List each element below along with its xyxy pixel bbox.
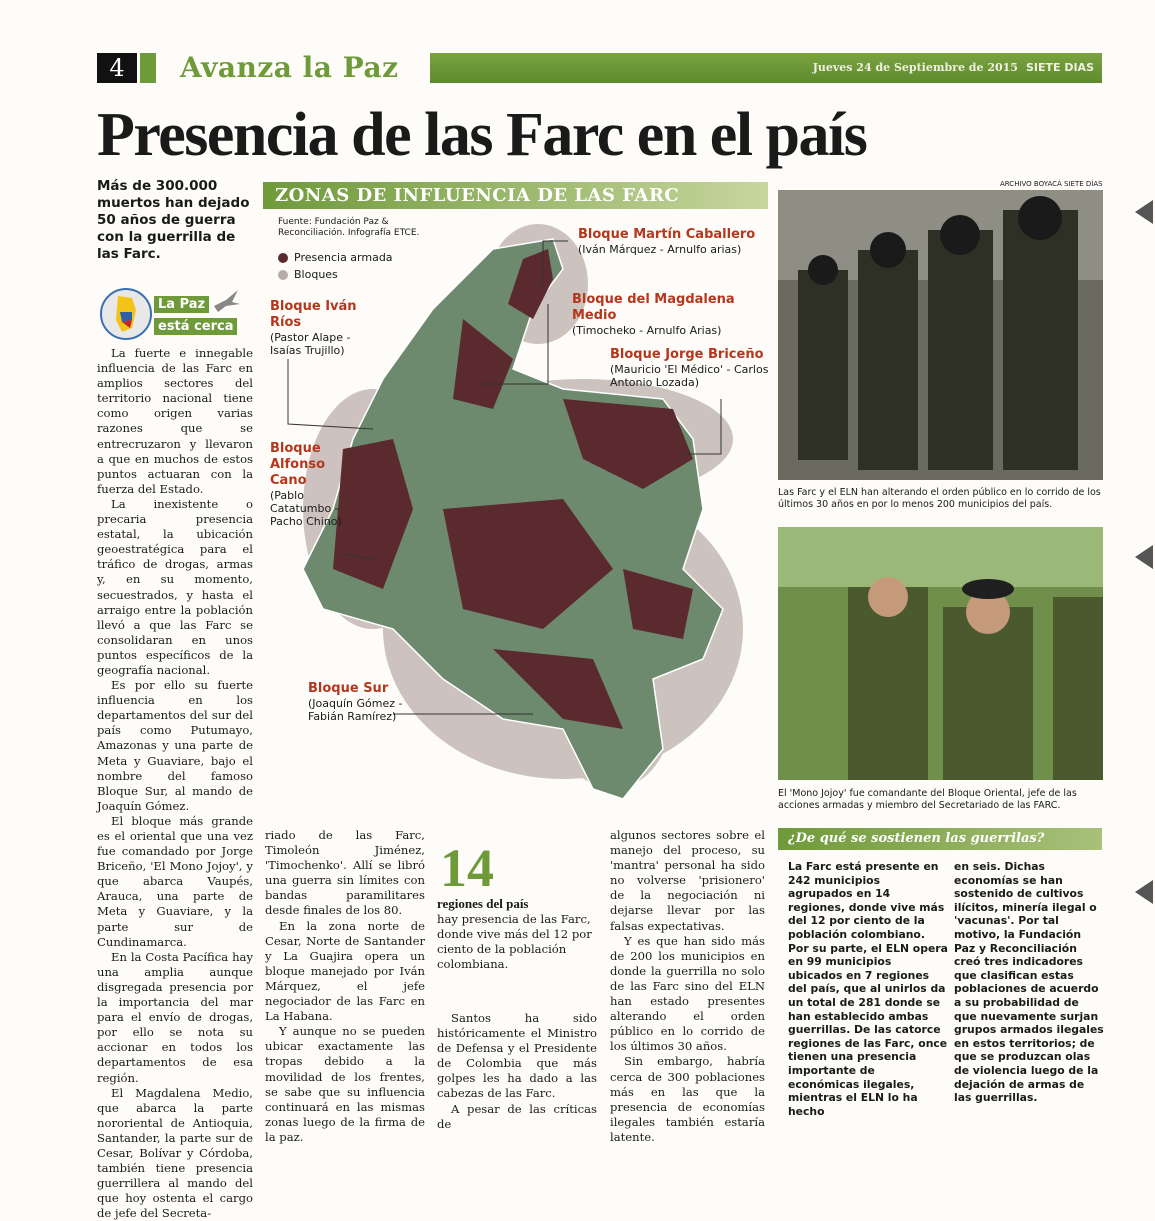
photo-mono-jojoy (778, 527, 1103, 780)
highlight-title: regiones del país (437, 896, 529, 911)
map-title: ZONAS DE INFLUENCIA DE LAS FARC (263, 182, 768, 209)
block-label: Bloque Alfonso Cano (Pablo Catatumbo - Pacho Chino) (270, 441, 342, 528)
block-label: Bloque Iván Ríos (Pastor Alape - Isaías Trujillo) (270, 299, 357, 357)
page-edge-arrow-icon (1135, 880, 1153, 904)
highlight-text: hay presencia de las Farc, donde vive más del 12 por ciento de la población colombiana. (437, 912, 592, 972)
block-label: Bloque Sur (Joaquín Gómez - Fabián Ramírez) (308, 681, 403, 723)
paragraph: A pesar de las críticas de (437, 1101, 597, 1131)
page-edge-arrow-icon (1135, 200, 1153, 224)
sidebar-text-1: La Farc está presente en 242 municipios agrupados en 14 regiones, donde vive más del 12 por ciento de la población colombiano. Por su parte, el ELN opera en 99 municipios ubicados en 7 regiones del país, que al unirlos da un total de 281 donde se han establecido ambas guerrillas. De las catorce regiones de las Farc, once tienen una presencia importante de económicas ilegales, mientras el ELN lo ha hecho (788, 860, 948, 1118)
article-column-3 (437, 1011, 597, 1132)
paragraph: Santos ha sido históricamente el Ministro de Defensa y el Presidente de Colombia que más golpes les ha dado a las cabezas de las Farc. (437, 1011, 597, 1101)
article-column-4 (610, 828, 765, 1145)
legend-swatch-armed (278, 253, 288, 263)
paragraph: Y es que han sido más de 200 los municipios en donde la guerrilla no solo de las Farc sino del ELN han estado presentes alterando el orden público en lo corrido de los últimos 30 años. (610, 933, 765, 1054)
block-label: Bloque Jorge Briceño (Mauricio 'El Médico' - Carlos Antonio Lozada) (610, 347, 769, 389)
paragraph: algunos sectores sobre el manejo del proceso, su 'mantra' personal ha sido no volverse 'prisionero' de la negociación ni dejarse llevar por las falsas expectativas. (610, 828, 765, 933)
paragraph: En la zona norte de Cesar, Norte de Santander y La Guajira opera un bloque manejado por Iván Márquez, el jefe negociador de las Farc en La Habana. (265, 918, 425, 1024)
photo-caption: Las Farc y el ELN han alterando el orden público en lo corrido de los últimos 30 años en por lo menos 200 municipios del país. (778, 487, 1101, 510)
paragraph: En la Costa Pacífica hay una amplia aunque disgregada presencia por la importancia del mar para el envío de drogas, por ello se nota su accionar en todos los departamentos de esa región. (97, 949, 253, 1085)
photo-guerrillas-marching (778, 190, 1103, 480)
paragraph: riado de las Farc, Timoleón Jiménez, 'Timochenko'. Allí se libró una guerra sin límites con bandas paramilitares desde finales de los 80. (265, 828, 425, 918)
colombia-map-icon (100, 288, 152, 340)
legend-swatch-blocks (278, 270, 288, 280)
page-number-accent (140, 53, 156, 83)
paragraph: Sin embargo, habría cerca de 300 poblaciones más en las que la presencia de economías ilegales también estaría latente. (610, 1054, 765, 1144)
page-number: 4 (97, 53, 137, 83)
dove-icon (212, 288, 242, 314)
lede: Más de 300.000 muertos han dejado 50 años de guerra con la guerrilla de las Farc. (97, 178, 250, 262)
highlight-number: 14 (440, 838, 494, 898)
publication-name: SIETE DIAS (1025, 61, 1094, 74)
block-label: Bloque del Magdalena Medio (Timocheko - Arnulfo Arias) (572, 292, 735, 337)
paragraph: La inexistente o precaria presencia estatal, la ubicación geoestratégica para el tráfico de drogas, armas y, en su momento, secuestrados, y hasta el arraigo entre la población llevó a que las Farc se consolidaran en unos puntos específicos de la geografía nacional. (97, 496, 253, 677)
logo-line-1: La Paz (154, 296, 209, 313)
map-infographic (263, 209, 768, 829)
map-source: Fuente: Fundación Paz & Reconciliación. Infografía ETCE. (278, 217, 420, 238)
photo-credit: ARCHIVO BOYACÁ SIETE DÍAS (1000, 180, 1103, 188)
paragraph: La fuerte e innegable influencia de las Farc en amplios sectores del territorio nacional tiene como origen varias razones que se entrecruzaron y llevaron a que en muchos de estos puntos actuaran con la fuerza del Estado. (97, 346, 253, 496)
la-paz-logo (100, 288, 240, 340)
header-bar (430, 53, 1102, 83)
logo-line-2: está cerca (154, 318, 237, 335)
article-column-2 (265, 828, 425, 1145)
page-edge-arrow-icon (1135, 545, 1153, 569)
block-label: Bloque Martín Caballero (Iván Márquez - Arnulfo arias) (578, 227, 756, 256)
map-legend (278, 249, 393, 283)
sidebar-text-2: en seis. Dichas economías se han sostenido de cultivos ilícitos, minería ilegal o 'vacunas'. Por tal motivo, la Fundación Paz y Reconciliación creó tres indicadores que clasifican estas poblaciones de acuerdo a su probabilidad de que nuevamente surjan grupos armados ilegales en estos territorios; de que se produzcan olas de violencia luego de la dejación de armas de las guerrillas. (954, 860, 1104, 1105)
legend-label: Presencia armada (294, 251, 393, 264)
issue-date: Jueves 24 de Septiembre de 2015 (812, 61, 1018, 74)
article-column-1 (97, 346, 253, 1221)
section-title: Avanza la Paz (180, 51, 399, 84)
photo-caption: El 'Mono Jojoy' fue comandante del Bloque Oriental, jefe de las acciones armadas y miembro del Secretariado de las FARC. (778, 788, 1077, 811)
legend-label: Bloques (294, 268, 338, 281)
paragraph: Es por ello su fuerte influencia en los departamentos del sur del país como Putumayo, Amazonas y una parte de Meta y Guaviare, bajo el nombre del famoso Bloque Sur, al mando de Joaquín Gómez. (97, 678, 253, 813)
headline: Presencia de las Farc en el país (97, 101, 867, 169)
paragraph: El bloque más grande es el oriental que una vez fue comandado por Jorge Briceño, 'El Mono Jojoy', y que abarca Vaupés, Arauca, una parte de Meta y Guaviare, y la parte sur de Cundinamarca. (97, 813, 253, 949)
paragraph: Y aunque no se pueden ubicar exactamente las tropas debido a la movilidad de los frentes, se sabe que su influencia continuará en las mismas zonas luego de la firma de la paz. (265, 1024, 425, 1144)
paragraph: El Magdalena Medio, que abarca la parte nororiental de Antioquia, Santander, la parte sur de Cesar, Bolívar y Córdoba, también tiene presencia guerrillera al mando del que hoy ostenta el cargo de jefe del Secreta- (97, 1085, 253, 1221)
sidebar-title: ¿De qué se sostienen las guerrilas? (778, 828, 1102, 850)
